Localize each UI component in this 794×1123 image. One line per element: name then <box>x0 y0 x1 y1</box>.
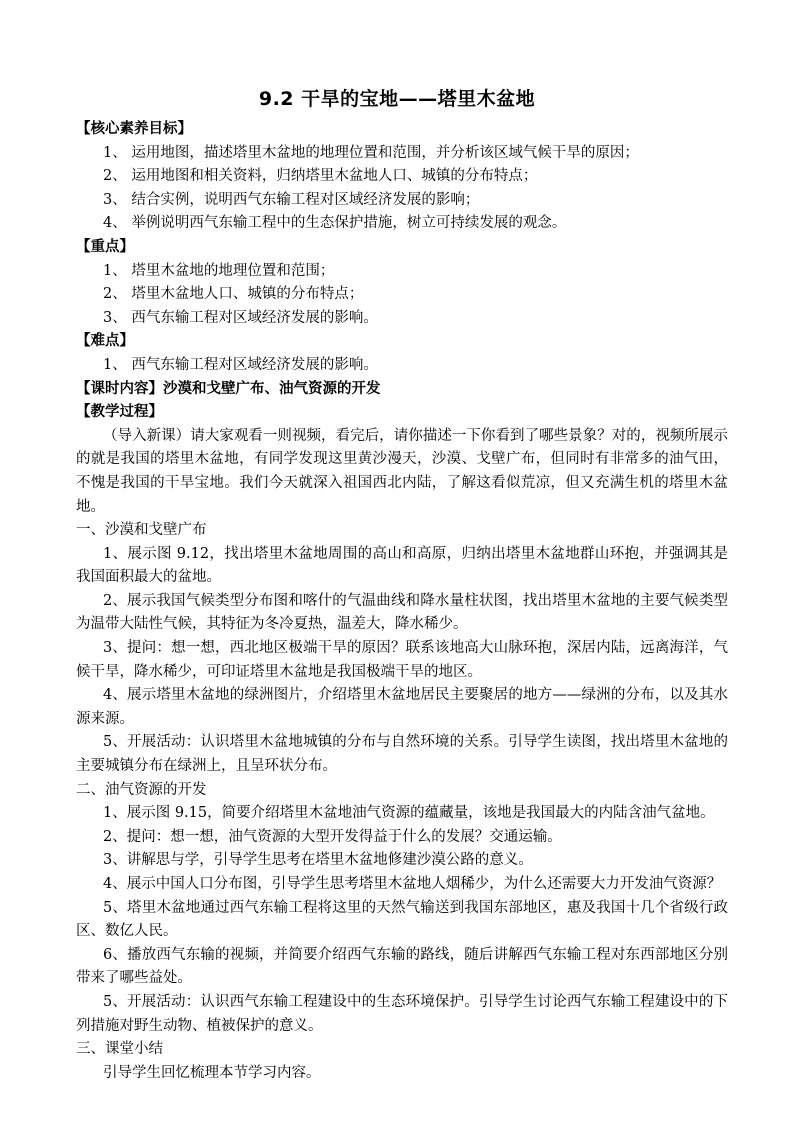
intro-paragraph: （导入新课）请大家观看一则视频，看完后，请你描述一下你看到了哪些景象？对的，视频所展示的就是我国的塔里木盆地，有同学发现这里黄沙漫天，沙漠、戈壁广布，但同时有非常多的油气田，不愧是我国的干旱宝地。我们今天就深入祖国西北内陆，了解这看似荒凉，但又充满生机的塔里木盆地。 <box>76 427 728 515</box>
part2-heading: 二、油气资源的开发 <box>76 781 207 798</box>
part2-paragraph: 6、播放西气东输的视频，并简要介绍西气东输的路线，随后讲解西气东输工程对东西部地区分别带来了哪些益处。 <box>76 946 728 987</box>
part2-paragraph: 5、塔里木盆地通过西气东输工程将这里的天然气输送到我国东部地区，惠及我国十几个省级行政区、数亿人民。 <box>76 899 728 940</box>
document-body <box>76 118 728 1085</box>
part2-paragraph: 5、开展活动：认识西气东输工程建设中的生态环境保护。引导学生讨论西气东输工程建设中的下列措施对野生动物、植被保护的意义。 <box>76 993 728 1034</box>
part1-heading: 一、沙漠和戈壁广布 <box>76 522 207 539</box>
part1-paragraph: 1、展示图 9.12，找出塔里木盆地周围的高山和高原，归纳出塔里木盆地群山环抱，并强调其是我国面积最大的盆地。 <box>76 545 728 586</box>
part1-paragraph: 2、展示我国气候类型分布图和喀什的气温曲线和降水量柱状图，找出塔里木盆地的主要气候类型为温带大陆性气候，其特征为冬冷夏热，温差大，降水稀少。 <box>76 592 728 633</box>
goal-item: 1、 运用地图，描述塔里木盆地的地理位置和范围，并分析该区域气候干旱的原因； <box>103 144 639 161</box>
key-item: 2、 塔里木盆地人口、城镇的分布特点； <box>103 286 364 303</box>
part2-paragraph: 3、讲解思与学，引导学生思考在塔里木盆地修建沙漠公路的意义。 <box>103 852 533 869</box>
part3-heading: 三、课堂小结 <box>76 1041 163 1058</box>
key-item: 1、 塔里木盆地的地理位置和范围； <box>103 262 335 279</box>
key-item: 3、 西气东输工程对区域经济发展的影响。 <box>103 309 378 326</box>
goal-item: 3、 结合实例，说明西气东输工程对区域经济发展的影响； <box>103 191 480 208</box>
part1-paragraph: 5、开展活动：认识塔里木盆地城镇的分布与自然环境的关系。引导学生读图，找出塔里木盆地的主要城镇分布在绿洲上，且呈环状分布。 <box>76 734 728 775</box>
part2-paragraph: 2、提问：想一想，油气资源的大型开发得益于什么的发展？交通运输。 <box>103 828 562 845</box>
part2-paragraph: 4、展示中国人口分布图，引导学生思考塔里木盆地人烟稀少，为什么还需要大力开发油气资源？ <box>103 876 722 892</box>
lesson-content-heading: 【课时内容】沙漠和戈壁广布、油气资源的开发 <box>76 380 381 397</box>
part3-paragraph: 引导学生回忆梳理本节学习内容。 <box>103 1064 321 1081</box>
goal-item: 4、 举例说明西气东输工程中的生态保护措施，树立可持续发展的观念。 <box>103 215 567 232</box>
part2-paragraph: 1、展示图 9.15，简要介绍塔里木盆地油气资源的蕴藏量，该地是我国最大的内陆含油气盆地。 <box>103 805 715 822</box>
difficulty-heading: 【难点】 <box>76 333 134 350</box>
part1-paragraph: 3、提问：想一想，西北地区极端干旱的原因？联系该地高大山脉环抱，深居内陆，远离海洋，气候干旱，降水稀少，可印证塔里木盆地是我国极端干旱的地区。 <box>76 640 728 680</box>
page-title: 9.2 干旱的宝地——塔里木盆地 <box>258 88 536 110</box>
part1-paragraph: 4、展示塔里木盆地的绿洲图片，介绍塔里木盆地居民主要聚居的地方——绿洲的分布，以及其水源来源。 <box>76 687 728 727</box>
goal-item: 2、 运用地图和相关资料，归纳塔里木盆地人口、城镇的分布特点； <box>103 168 538 185</box>
key-heading: 【重点】 <box>76 238 134 255</box>
process-heading: 【教学过程】 <box>76 404 163 421</box>
goals-heading: 【核心素养目标】 <box>76 121 192 137</box>
difficulty-item: 1、 西气东输工程对区域经济发展的影响。 <box>103 356 378 373</box>
